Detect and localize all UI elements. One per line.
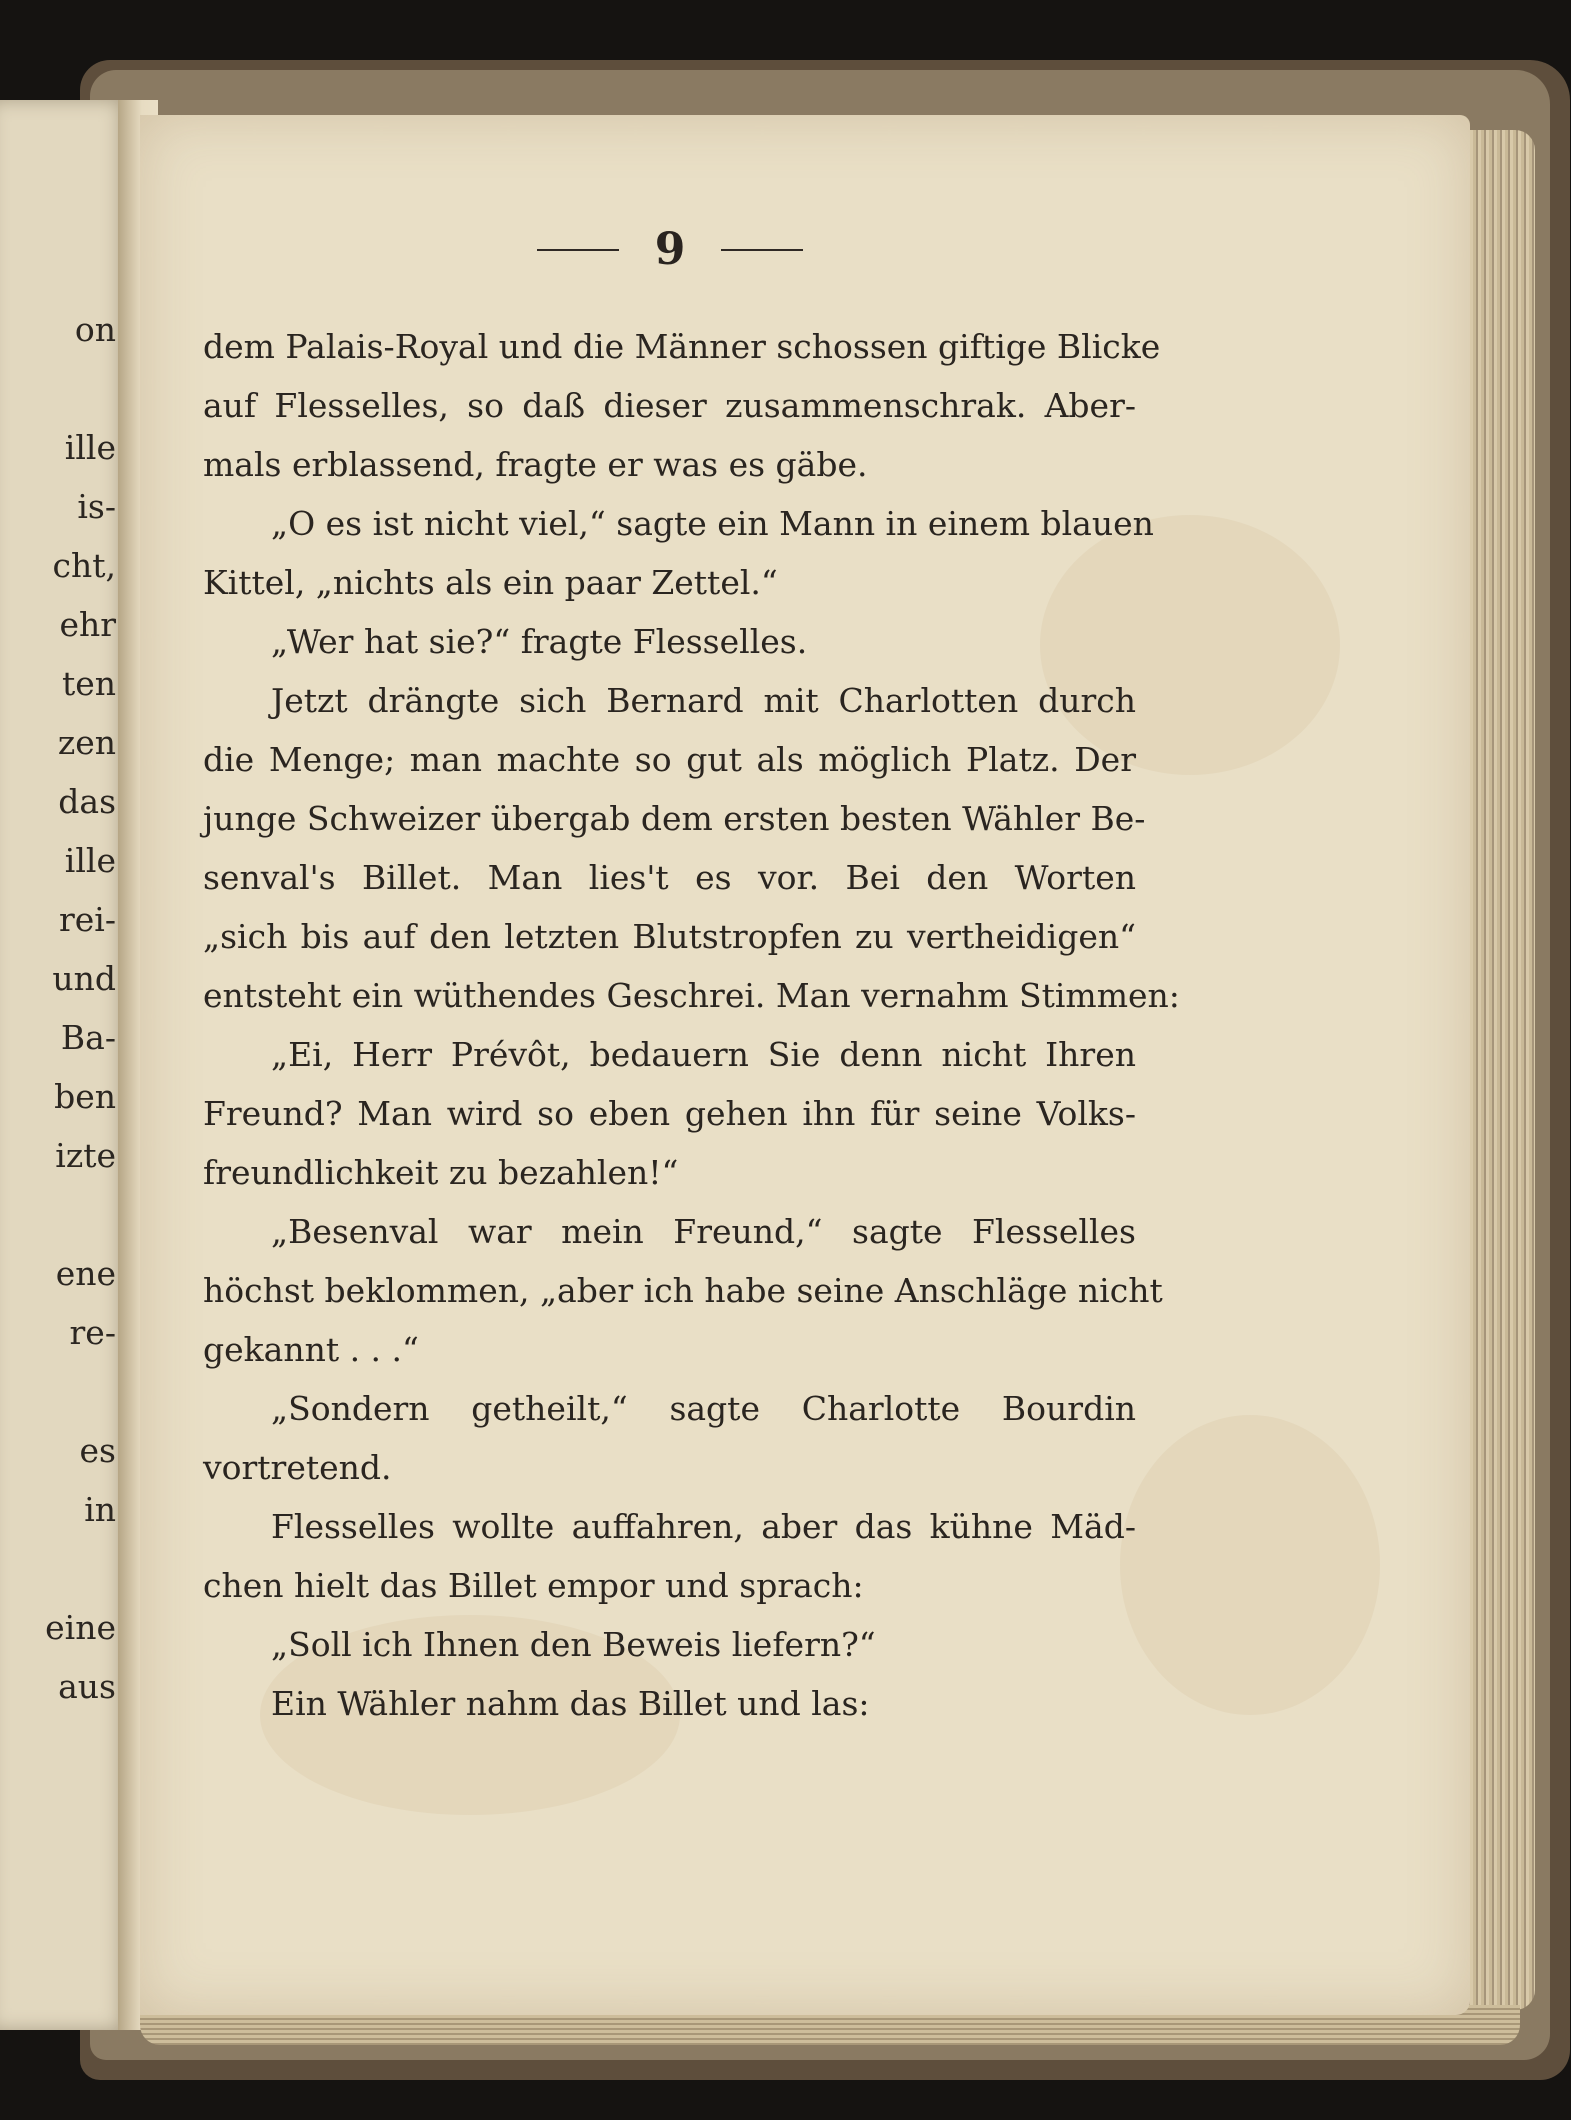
- page-header: [530, 224, 810, 275]
- left-page-fragment: aus: [58, 1667, 116, 1706]
- text-line: junge Schweizer übergab dem ersten besten Wähler Be-: [203, 799, 1146, 838]
- header-rule-left: [537, 249, 619, 251]
- text-line: „Sondern getheilt,“ sagte Charlotte Bourdin: [271, 1389, 1136, 1428]
- text-line: Ein Wähler nahm das Billet und las:: [271, 1684, 870, 1723]
- left-page-fragment: cht,: [52, 546, 116, 585]
- page-fore-edge: [1465, 130, 1535, 2010]
- left-page-fragment: rei-: [58, 900, 116, 939]
- text-line: mals erblassend, fragte er was es gäbe.: [203, 445, 868, 484]
- left-page-fragment: das: [58, 782, 116, 821]
- left-page-fragment: is-: [77, 487, 116, 526]
- text-line: freundlichkeit zu bezahlen!“: [203, 1153, 679, 1192]
- text-line: Kittel, „nichts als ein paar Zettel.“: [203, 563, 778, 602]
- text-line: Freund? Man wird so eben gehen ihn für seine Volks-: [203, 1094, 1136, 1133]
- text-line: „Besenval war mein Freund,“ sagte Flesselles: [271, 1212, 1136, 1251]
- left-page-fragment: ben: [54, 1077, 116, 1116]
- text-line: dem Palais-Royal und die Männer schossen giftige Blicke: [203, 327, 1161, 366]
- text-line: „Soll ich Ihnen den Beweis liefern?“: [271, 1625, 876, 1664]
- text-line: Jetzt drängte sich Bernard mit Charlotten durch: [271, 681, 1136, 720]
- left-page-fragment: izte: [55, 1136, 116, 1175]
- text-line: höchst beklommen, „aber ich habe seine Anschläge nicht: [203, 1271, 1163, 1310]
- paper-stain: [1120, 1415, 1380, 1715]
- left-page-fragment: es: [79, 1431, 116, 1470]
- left-page-fragment: in: [84, 1490, 116, 1529]
- left-page-fragment: ille: [64, 428, 116, 467]
- left-page-text: [45, 300, 116, 1716]
- body-text: [203, 317, 1180, 1733]
- text-line: chen hielt das Billet empor und sprach:: [203, 1566, 864, 1605]
- left-page-fragment: und: [52, 959, 116, 998]
- text-line: „Ei, Herr Prévôt, bedauern Sie denn nicht Ihren: [271, 1035, 1136, 1074]
- text-line: senval's Billet. Man lies't es vor. Bei den Worten: [203, 858, 1136, 897]
- text-line: Flesselles wollte auffahren, aber das kühne Mäd-: [271, 1507, 1136, 1546]
- left-page-fragment: eine: [45, 1608, 116, 1647]
- text-line: auf Flesselles, so daß dieser zusammenschrak. Aber-: [203, 386, 1136, 425]
- page-number: 9: [654, 224, 686, 275]
- left-page-fragment: ene: [55, 1254, 116, 1293]
- text-line: vortretend.: [203, 1448, 392, 1487]
- left-page-fragment: re-: [69, 1313, 116, 1352]
- left-page-fragment: ille: [64, 841, 116, 880]
- text-line: die Menge; man machte so gut als möglich Platz. Der: [203, 740, 1136, 779]
- left-page-fragment: Ba-: [60, 1018, 116, 1057]
- text-line: „Wer hat sie?“ fragte Flesselles.: [271, 622, 808, 661]
- left-page-fragment: ehr: [59, 605, 116, 644]
- header-rule-right: [721, 249, 803, 251]
- text-line: „O es ist nicht viel,“ sagte ein Mann in einem blauen: [271, 504, 1154, 543]
- left-page-fragment: zen: [57, 723, 116, 762]
- left-page: [0, 100, 130, 2030]
- left-page-fragment: ten: [61, 664, 116, 703]
- text-line: gekannt . . .“: [203, 1330, 419, 1369]
- text-line: entsteht ein wüthendes Geschrei. Man vernahm Stimmen:: [203, 976, 1180, 1015]
- text-line: „sich bis auf den letzten Blutstropfen zu vertheidigen“: [203, 917, 1136, 956]
- left-page-fragment: on: [74, 310, 116, 349]
